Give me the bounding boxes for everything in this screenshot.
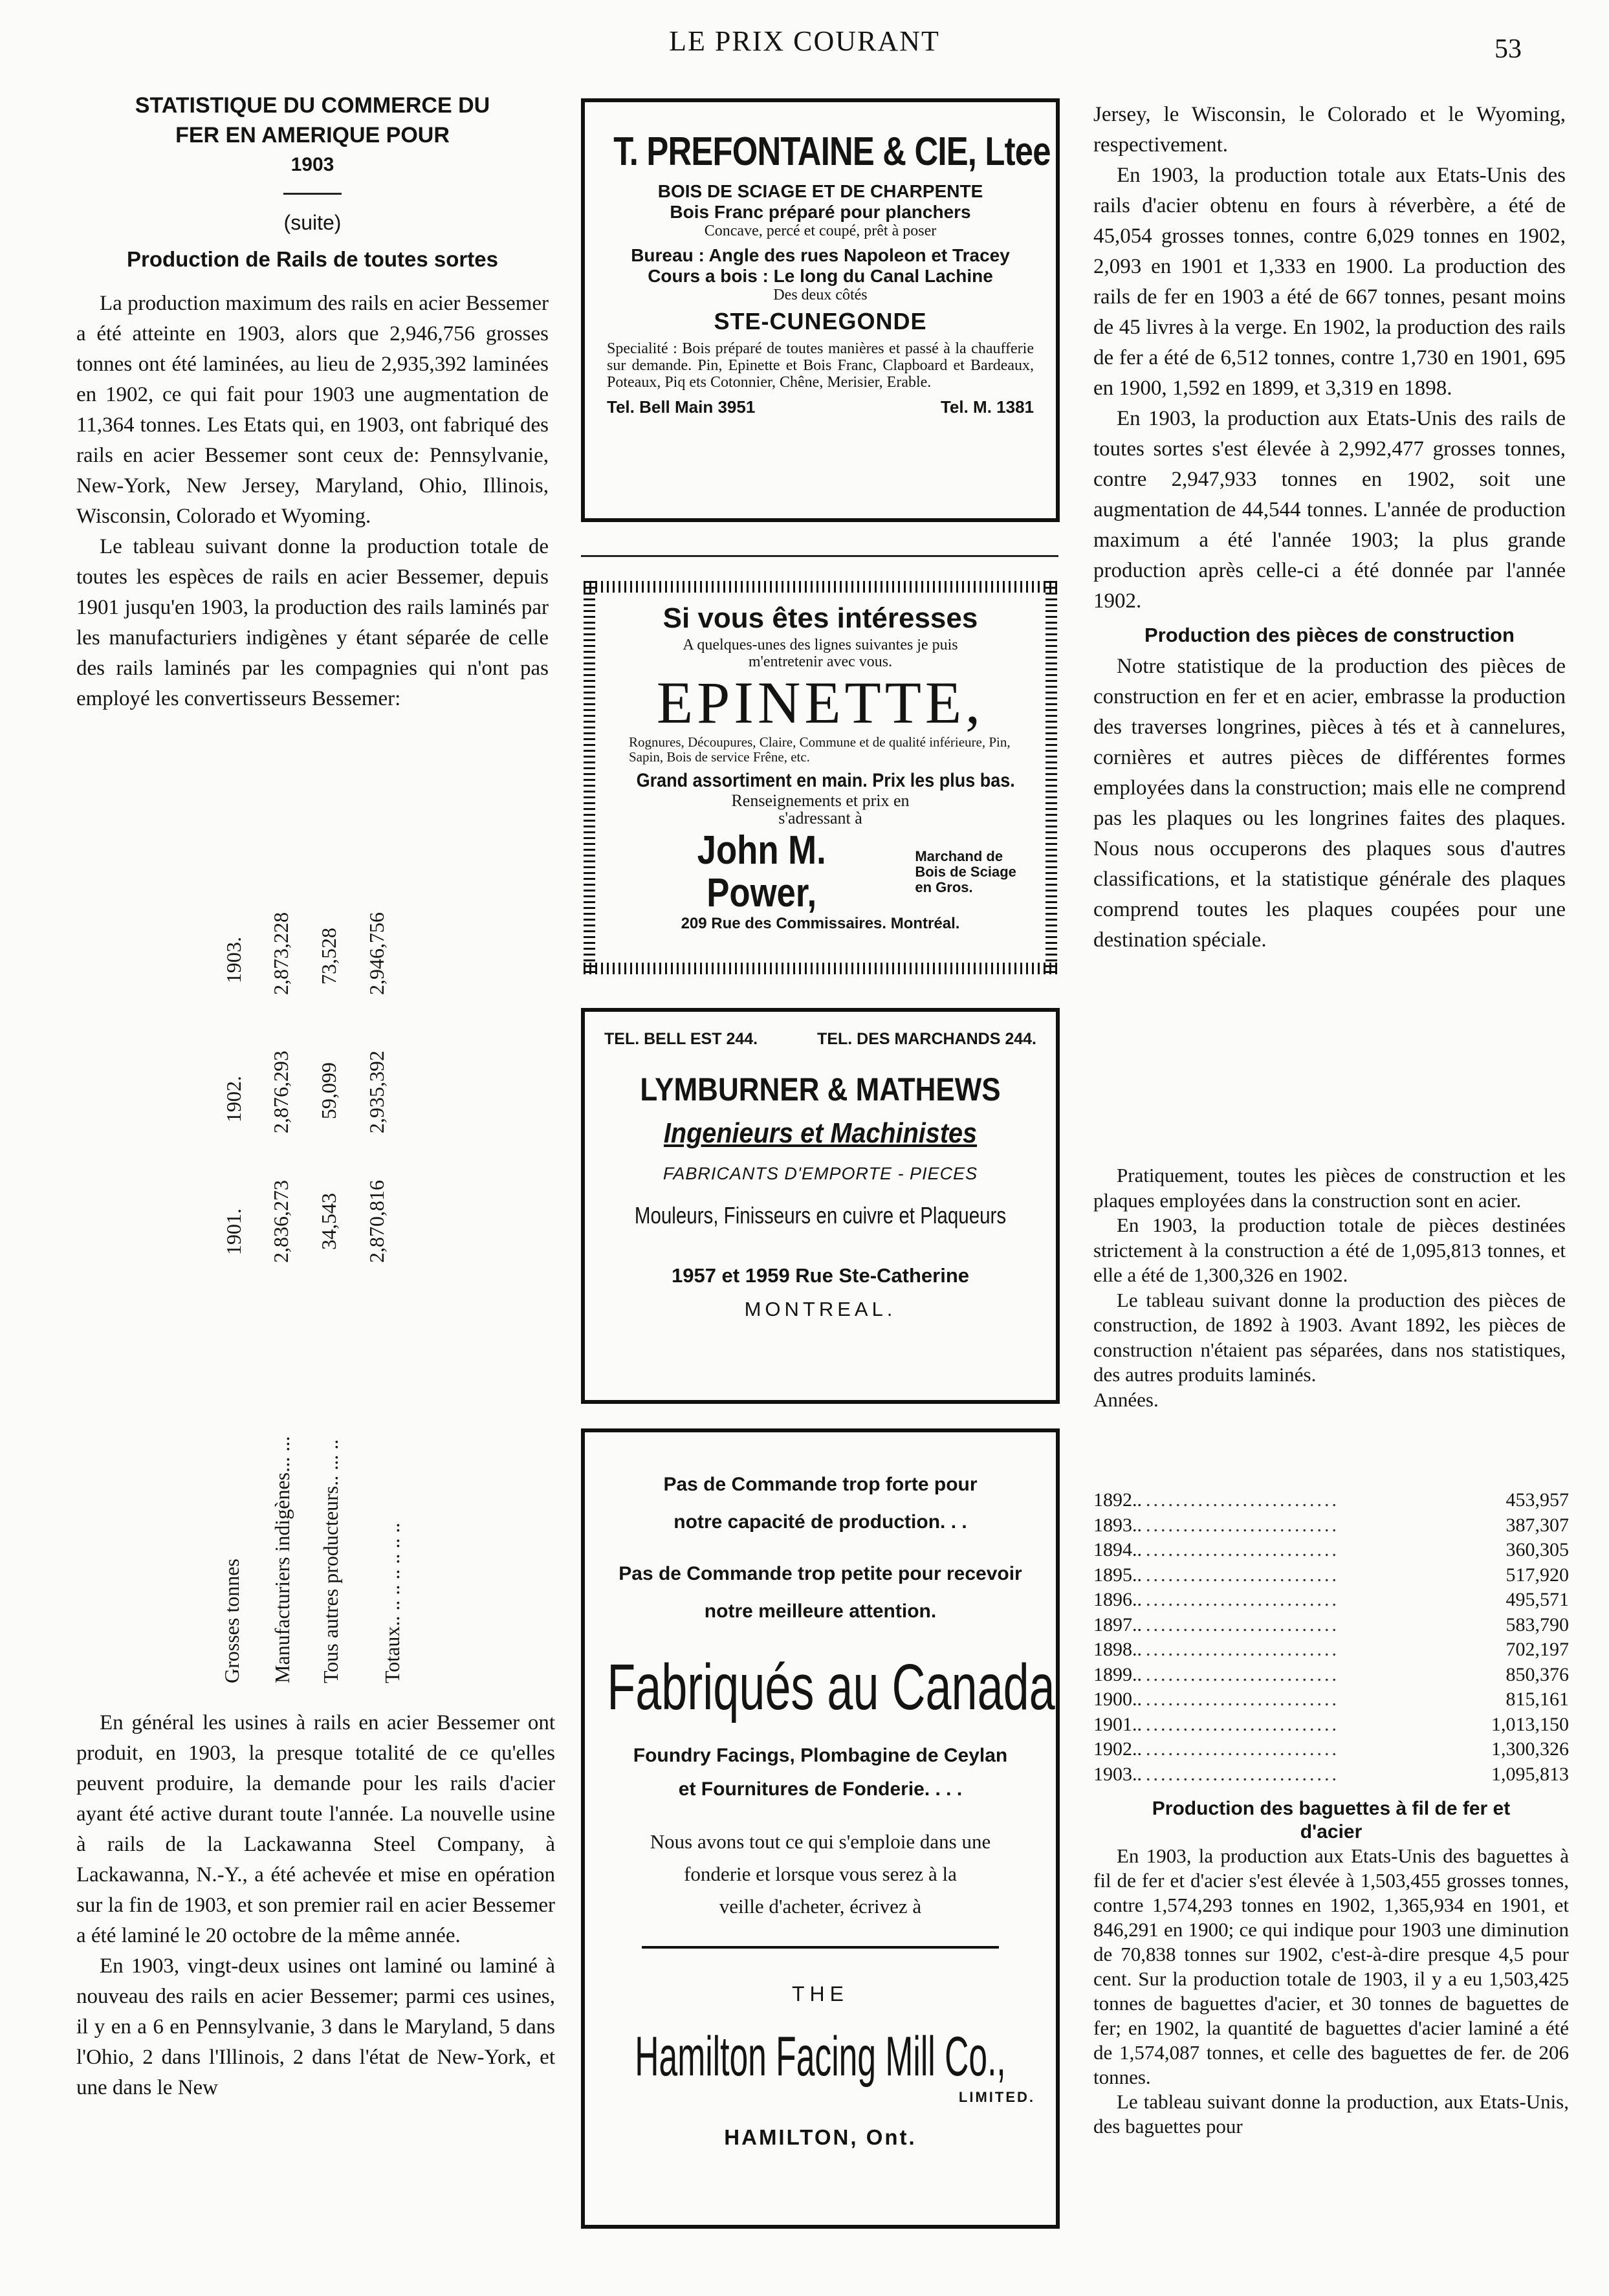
table-header: Années. <box>1093 1388 1159 1411</box>
table-row-label: Manufacturiers indigènes... ... <box>270 1436 294 1683</box>
title-line: STATISTIQUE DU COMMERCE DU <box>135 93 490 118</box>
ad-city: STE-CUNEGONDE <box>714 308 927 334</box>
ad-text: Rognures, Découpures, Claire, Commune et de qualité inférieure, Pin, Sapin, Bois de service Frêne, etc. <box>629 734 1011 765</box>
table-cell: 1897.. <box>1093 1613 1142 1635</box>
table-year-header: 1902. <box>222 1076 245 1122</box>
title-line: FER EN AMERIQUE POUR <box>175 123 450 148</box>
section-heading <box>1093 1797 1569 1844</box>
ad-address: 1957 et 1959 Rue Ste-Catherine <box>671 1264 970 1287</box>
table-row: 1895.. .......................... 517,920 <box>1093 1563 1569 1588</box>
table-row: 1894.. .......................... 360,305 <box>1093 1538 1569 1563</box>
table-cell: 1894.. <box>1093 1539 1142 1560</box>
ad-phone: TEL. BELL EST 244. <box>604 1030 758 1048</box>
divider <box>642 1946 999 1949</box>
table-cell: 850,376 <box>1505 1663 1569 1685</box>
ad-big-word: EPINETTE, <box>656 670 985 736</box>
ad-text: veille d'acheter, écrivez à <box>719 1895 922 1918</box>
ad-text: notre meilleure attention. <box>704 1601 937 1622</box>
section-heading: Production de Rails de toutes sortes <box>127 247 498 271</box>
table-row: 1902.. .......................... 1,300,326 <box>1093 1737 1569 1762</box>
table-row: 1899.. .......................... 850,376 <box>1093 1663 1569 1688</box>
ad-merchant-name: John M. Power, <box>697 828 826 915</box>
table-cell: 517,920 <box>1505 1564 1569 1586</box>
table-cell: 1903.. <box>1093 1763 1142 1785</box>
paragraph: Jersey, le Wisconsin, le Colorado et le Wyoming, respectivement. <box>1093 103 1566 157</box>
table-cell: 2,876,293 <box>269 1051 292 1133</box>
ad-text: Cours a bois : Le long du Canal Lachine <box>648 266 993 286</box>
table-year-header: 1901. <box>222 1208 245 1255</box>
heading-line: d'acier <box>1300 1821 1363 1842</box>
ad-text: Concave, percé et coupé, prêt à poser <box>704 223 937 239</box>
table-cell: 1900.. <box>1093 1689 1142 1710</box>
ad-company-name: T. PREFONTAINE & CIE, Ltee <box>613 129 1051 174</box>
ad-big-heading: Fabriqués au Canada <box>607 1651 1055 1723</box>
running-header: LE PRIX COURANT <box>669 25 940 57</box>
table-cell: 360,305 <box>1505 1539 1569 1560</box>
title-line: 1903 <box>290 154 334 175</box>
ad-text: THE <box>792 1982 849 2006</box>
ad-text: Des deux côtés <box>773 287 868 303</box>
left-column <box>76 91 549 714</box>
right-column-dense <box>1093 1163 1566 1412</box>
table-cell: 2,935,392 <box>365 1051 388 1133</box>
ad-subtitle: Ingenieurs et Machinistes <box>663 1117 978 1149</box>
ad-john-power <box>584 581 1057 974</box>
table-cell: 2,870,816 <box>365 1180 388 1263</box>
table-unit-label: Grosses tonnes <box>220 1558 243 1683</box>
paragraph: En général les usines à rails en acier Bessemer ont produit, en 1903, la presque totalité de ce qu'elles peuvent produire, la demande pour les rails d'acier ayant été active durant toute l'année. La nouvelle usine à rails de la Lackawanna Steel Company, à Lackawanna, N.-Y., a été achevée et mise en opération sur la fin de 1903, et son premier rail en acier Bessemer a été laminé le 20 octobre de la même année. <box>76 1711 555 1947</box>
ad-text: Nous avons tout ce qui s'emploie dans une <box>650 1830 991 1853</box>
ad-city: HAMILTON, Ont. <box>724 2125 917 2149</box>
ad-company-name: LYMBURNER & MATHEWS <box>640 1071 1001 1108</box>
suite-label: (suite) <box>283 211 342 234</box>
ad-hamilton-facing-mill <box>581 1428 1060 2229</box>
ad-text: A quelques-unes des lignes suivantes je puis m'entretenir avec vous. <box>683 637 958 670</box>
ad-prefontaine <box>581 98 1060 522</box>
ad-phone: Tel. M. 1381 <box>940 397 1034 417</box>
rails-table <box>76 893 549 1689</box>
ad-phones <box>607 397 1034 417</box>
table-row: 1897.. .......................... 583,790 <box>1093 1613 1569 1638</box>
paragraph: Le tableau suivant donne la production totale de toutes les espèces de rails en acier Bessemer, depuis 1901 jusqu'en 1903, la production des rails laminés par les manufacturiers indigènes y étant séparée de celle des rails laminés par les compagnies qui n'ont pas employé les convertisseurs Bessemer: <box>76 535 549 710</box>
table-cell: 34,543 <box>317 1193 340 1250</box>
table-cell: 583,790 <box>1505 1613 1569 1635</box>
table-cell: 1898.. <box>1093 1639 1142 1660</box>
ad-city: MONTREAL. <box>744 1298 897 1320</box>
ad-text: Pas de Commande trop petite pour recevoir <box>618 1563 1022 1584</box>
paragraph: En 1903, la production totale aux Etats-Unis des rails d'acier obtenu en fours à réverbère, a été de 45,054 grosses tonnes, contre 6,029 tonnes en 1902, 2,093 en 1901 et 1,333 en 1900. La production des rails de fer en 1903 a été de 667 tonnes, pesant moins de 45 livres à la verge. En 1902, la production des rails de fer a été de 6,512 tonnes, contre 1,730 en 1901, 695 en 1900, 1,592 en 1899, et 3,319 en 1898. <box>1093 164 1566 400</box>
ad-phones <box>598 1030 1043 1049</box>
ad-text: LIMITED. <box>958 2089 1035 2105</box>
paragraph: Pratiquement, toutes les pièces de construction et les plaques employées dans la construction sont en acier. <box>1093 1164 1566 1212</box>
page-number: 53 <box>1494 34 1522 64</box>
table-cell: 2,873,228 <box>269 912 292 995</box>
ad-address: 209 Rue des Commissaires. Montréal. <box>681 915 960 932</box>
paragraph: Notre statistique de la production des pièces de construction en fer et en acier, embrasse la production des traverses longrines, pièces à tés et à cannelures, cornières et autres pièces de différentes formes employées dans la construction; mais elle ne comprend pas les plaques ou les longrines faites des plaques. Nous nous occuperons des plaques sous d'autres classifications, et la statistique générale des plaques comprend toutes les plaques coupées pour une destination spéciale. <box>1093 655 1566 952</box>
paragraph: Le tableau suivant donne la production, aux Etats-Unis, des baguettes pour <box>1093 2090 1569 2137</box>
table-row: 1892.. .......................... 453,957 <box>1093 1488 1569 1513</box>
article-title <box>76 91 549 180</box>
table-cell: 1901.. <box>1093 1713 1142 1735</box>
ad-text: Bois Franc préparé pour planchers <box>670 202 971 222</box>
ad-text: Renseignements et prix en s'adressant à <box>731 791 910 827</box>
table-cell: 1895.. <box>1093 1564 1142 1586</box>
table-cell: 1902.. <box>1093 1738 1142 1760</box>
table-cell: 815,161 <box>1505 1689 1569 1710</box>
section-heading: Production des pièces de construction <box>1144 624 1515 646</box>
construction-table <box>1093 1488 1569 1787</box>
ad-phone: Tel. Bell Main 3951 <box>607 397 756 417</box>
table-cell: 1,300,326 <box>1491 1738 1569 1760</box>
ornamental-border <box>1045 581 1057 974</box>
table-row: 1893.. .......................... 387,307 <box>1093 1513 1569 1538</box>
table-cell: 1896.. <box>1093 1589 1142 1610</box>
table-row: 1898.. .......................... 702,197 <box>1093 1637 1569 1663</box>
table-cell: 1892.. <box>1093 1489 1142 1511</box>
ad-lymburner-mathews <box>581 1008 1060 1404</box>
ornamental-border <box>584 963 1057 974</box>
table-cell: 495,571 <box>1505 1589 1569 1610</box>
ad-text: BOIS DE SCIAGE ET DE CHARPENTE <box>657 181 983 201</box>
table-cell: 1,095,813 <box>1491 1763 1569 1785</box>
ad-text: fonderie et lorsque vous serez à la <box>684 1863 957 1885</box>
ad-text: FABRICANTS D'EMPORTE - PIECES <box>662 1164 978 1183</box>
ad-text: Specialité : Bois préparé de toutes manières et passé à la chaufferie sur demande. Pin, Epinette et Bois Franc, Clapboard et Bardeaux, Poteaux, Piq ets Cotonnier, Chêne, Merisier, Erable. <box>607 340 1034 391</box>
table-row: 1901.. .......................... 1,013,150 <box>1093 1712 1569 1738</box>
table-row-label: Tous autres producteurs.. ... .. <box>319 1439 342 1683</box>
table-cell: 1893.. <box>1093 1514 1142 1536</box>
ad-company-name: Hamilton Facing Mill Co., <box>635 2026 1006 2088</box>
ornamental-border <box>584 581 595 974</box>
paragraph: En 1903, la production aux Etats-Unis des baguettes à fil de fer et d'acier s'est élevée à 1,503,455 grosses tonnes, contre 1,574,293 tonnes en 1902, 1,365,934 en 1901, et 846,291 en 1900; ce qui indique pour 1903 une diminution de 70,838 tonnes sur 1902, c'est-à-dire presque 4,5 pour cent. Sur la production totale de 1903, il y a eu 1,503,425 tonnes de baguettes d'acier, et 30 tonnes de baguettes de fer; en 1902, la quantité de baguettes d'acier laminé a été de 1,574,087 tonnes, et celle des baguettes de fer. de 206 tonnes. <box>1093 1844 1569 2088</box>
ad-text: Mouleurs, Finisseurs en cuivre et Plaqueurs <box>634 1202 1007 1229</box>
paragraph: La production maximum des rails en acier Bessemer a été atteinte en 1903, alors que 2,946,756 grosses tonnes ont été laminées, au lieu de 2,935,392 laminées en 1902, ce qui fait pour 1903 une augmentation de 11,364 tonnes. Les Etats qui, en 1903, ont fabriqué des rails en acier Bessemer sont ceux de: Pennsylvanie, New-York, New Jersey, Maryland, Ohio, Illinois, Wisconsin, Colorado et Wyoming. <box>76 292 549 528</box>
table-cell: 2,836,273 <box>269 1180 292 1263</box>
ornamental-border <box>584 581 1057 593</box>
paragraph: En 1903, la production totale de pièces destinées strictement à la construction a été de 1,095,813 tonnes, et elle a été de 1,300,326 en 1902. <box>1093 1214 1566 1286</box>
table-cell: 73,528 <box>317 928 340 985</box>
paragraph: Le tableau suivant donne la production des pièces de construction, de 1892 à 1903. Avant 1892, les pièces de construction n'étaient pas séparées, dans nos statistiques, des autres produits laminés. <box>1093 1288 1566 1386</box>
table-cell: 2,946,756 <box>365 912 388 995</box>
ad-text: Pas de Commande trop forte pour <box>663 1474 978 1495</box>
table-cell: 1,013,150 <box>1491 1713 1569 1735</box>
table-cell: 387,307 <box>1505 1514 1569 1536</box>
table-row-label: Totaux.. .. .. .. .. .. .. <box>380 1522 404 1683</box>
ad-text: et Fournitures de Fonderie. . . . <box>678 1778 963 1800</box>
table-row: 1900.. .......................... 815,161 <box>1093 1687 1569 1712</box>
left-column-lower <box>76 1708 555 2103</box>
table-cell: 453,957 <box>1505 1489 1569 1511</box>
paragraph: En 1903, vingt-deux usines ont laminé ou laminé à nouveau des rails en acier Bessemer; parmi ces usines, il y en a 6 en Pennsylvanie, 3 dans le Maryland, 5 dans l'Ohio, 2 dans l'Illinois, 2 dans l'état de New-York, et une dans le New <box>76 1954 555 2099</box>
heading-line: Production des baguettes à fil de fer et <box>1152 1798 1511 1819</box>
ad-text: Bureau : Angle des rues Napoleon et Tracey <box>631 245 1010 265</box>
ad-text: Grand assortiment en main. Prix les plus bas. <box>636 770 1015 791</box>
table-cell: 702,197 <box>1505 1639 1569 1660</box>
ad-phone: TEL. DES MARCHANDS 244. <box>817 1030 1036 1048</box>
table-row: 1903.. .......................... 1,095,813 <box>1093 1762 1569 1788</box>
right-column <box>1093 100 1566 956</box>
divider <box>283 193 342 195</box>
ad-signature-row <box>616 829 1025 915</box>
table-year-header: 1903. <box>222 937 245 983</box>
table-row: 1896.. .......................... 495,571 <box>1093 1588 1569 1613</box>
paragraph: En 1903, la production aux Etats-Unis des rails de toutes sortes s'est élevée à 2,992,477 grosses tonnes, contre 2,947,933 tonnes en 1902, soit une augmentation de 44,544 tonnes. L'année de production maximum a été l'année 1903; la plus grande production après celle-ci a été donnée par l'année 1902. <box>1093 407 1566 613</box>
ad-text: Foundry Facings, Plombagine de Ceylan <box>633 1745 1008 1766</box>
ad-text: Marchand de Bois de Sciage en Gros. <box>915 848 1016 895</box>
right-column-bottom <box>1093 1797 1569 2139</box>
ad-heading: Si vous êtes intéresses <box>662 602 978 634</box>
table-cell: 1899.. <box>1093 1663 1142 1685</box>
divider <box>581 555 1058 557</box>
table-cell: 59,099 <box>317 1062 340 1119</box>
ad-text: notre capacité de production. . . <box>673 1511 967 1533</box>
